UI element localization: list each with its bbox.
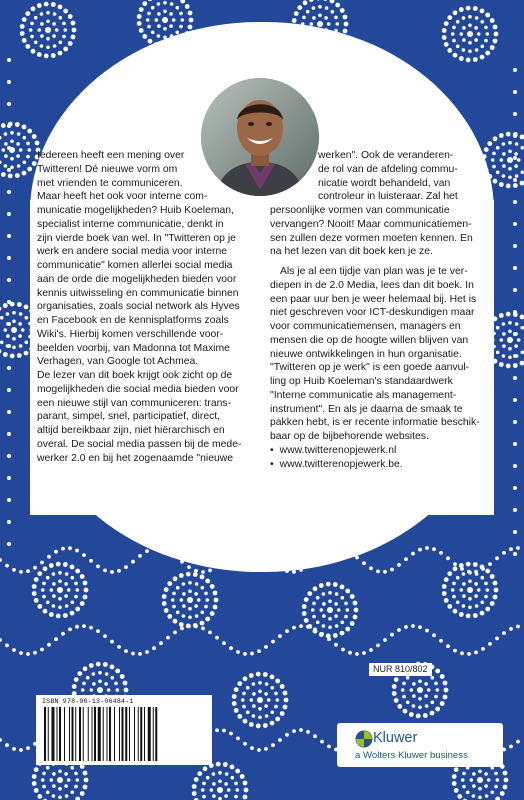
text-line: en Facebook en de kennisplatforms zoals bbox=[37, 315, 229, 326]
text-line: "Twitteren op je werk" is een goede aanvul- bbox=[270, 362, 470, 374]
nur-code: NUR 810/802 bbox=[369, 663, 432, 676]
text-line: municatie mogelijkheden? Huib Koeleman, bbox=[37, 205, 234, 216]
text-line: Als je al een tijdje van plan was je te ver- bbox=[280, 266, 468, 277]
text-line: nicatie wordt behandeld, van bbox=[318, 177, 451, 189]
website-link[interactable]: • www.twitterenopjewerk.be. bbox=[270, 458, 493, 472]
publisher-badge bbox=[337, 723, 503, 767]
text-line: een paar uur ben je weer helemaal bij. Het is bbox=[270, 293, 477, 305]
text-line: ling op Huib Koeleman's standaardwerk bbox=[270, 376, 453, 387]
text-line: werken". Ook de veranderen- bbox=[318, 150, 454, 161]
right-paragraph-2 bbox=[270, 265, 493, 444]
text-line: Maar heeft het ook voor interne com- bbox=[37, 191, 208, 203]
left-text-column bbox=[37, 149, 257, 465]
text-line: vervangen? Nooit! Maar communicatiemen- bbox=[270, 218, 472, 230]
publisher-tagline: a Wolters Kluwer business bbox=[355, 750, 468, 761]
text-line: overal. De social media passen bij de mede- bbox=[37, 438, 242, 450]
text-line: nieuwe ontwikkelingen in hun organisatie. bbox=[270, 348, 462, 360]
text-line: zijn vierde boek van wel. In "Twitteren op je bbox=[37, 232, 236, 244]
text-line: werker 2.0 en bij het zogenaamde "nieuwe bbox=[37, 452, 234, 464]
text-line: de rol van de afdeling commu- bbox=[318, 163, 458, 175]
right-paragraph-1 bbox=[270, 149, 493, 259]
text-line: instrument". En als je daarna de smaak te bbox=[270, 403, 463, 415]
text-line: altijd bereikbaar zijn, niet hiërarchisch en bbox=[37, 425, 225, 436]
isbn-barcode bbox=[36, 695, 212, 765]
text-line: sen zullen deze vormen moeten kennen. En bbox=[270, 232, 473, 244]
text-line: een nieuwe stijl van communiceren: trans- bbox=[37, 397, 232, 409]
right-text-column bbox=[270, 149, 493, 471]
publisher-name: Kluwer bbox=[373, 730, 418, 746]
text-line: mogelijkheden die social media bieden voor bbox=[37, 383, 239, 395]
text-line: Twitteren! Dé nieuwe vorm om bbox=[37, 163, 178, 175]
text-line: Wiki's. Hierbij komen verschillende voor- bbox=[37, 328, 224, 340]
left-paragraph-1 bbox=[37, 149, 257, 369]
text-line: controleur in luisteraar. Zal het bbox=[318, 191, 458, 203]
isbn-text: ISBN 978-90-13-06484-1 bbox=[42, 698, 134, 705]
text-line: De lezer van dit boek krijgt ook zicht op de bbox=[37, 370, 233, 381]
text-line: "Interne communicatie als management- bbox=[270, 389, 457, 401]
text-line: voor communicatiemensen, managers en bbox=[270, 321, 461, 332]
text-line: kennis uitwisseling en communicatie binnen bbox=[37, 287, 239, 299]
text-line: beelden voorbij, van Madonna tot Maxime bbox=[37, 342, 230, 354]
kluwer-logo-icon bbox=[355, 730, 373, 748]
text-line: na het lezen van dit boek ken je ze. bbox=[270, 246, 433, 258]
text-line: niet geschreven voor ICT-deskundigen maar bbox=[270, 307, 475, 319]
text-line: pakken hebt, is er recente informatie beschik- bbox=[270, 417, 480, 429]
text-line: specialist interne communicatie, denkt in bbox=[37, 218, 224, 230]
text-line: organisaties, zoals social network als Hyves bbox=[37, 301, 240, 313]
website-list bbox=[270, 444, 493, 472]
left-paragraph-2 bbox=[37, 369, 257, 465]
text-line: parant, simpel, snel, participatief, direct, bbox=[37, 411, 221, 423]
text-line: communicatie" komen allerlei social media bbox=[37, 260, 233, 271]
text-line: met vrienden te communiceren. bbox=[37, 177, 183, 189]
text-line: persoonlijke vormen van communicatie bbox=[270, 205, 450, 216]
text-line: mensen die op de hoogte willen blijven van bbox=[270, 334, 469, 346]
text-line: werk en andere social media voor interne bbox=[37, 246, 228, 258]
text-line: aan de orde die mogelijkheden bieden voor bbox=[37, 273, 237, 285]
text-line: Iedereen heeft een mening over bbox=[37, 150, 185, 161]
website-link[interactable]: • www.twitterenopjewerk.nl bbox=[270, 444, 493, 458]
text-line: diepen in de 2.0 Media, lees dan dit boek. In bbox=[270, 279, 474, 291]
text-line: Verhagen, van Google tot Achmea. bbox=[37, 356, 199, 368]
text-line: baar op de bijbehorende websites. bbox=[270, 431, 429, 442]
barcode-bars-icon bbox=[42, 707, 206, 761]
